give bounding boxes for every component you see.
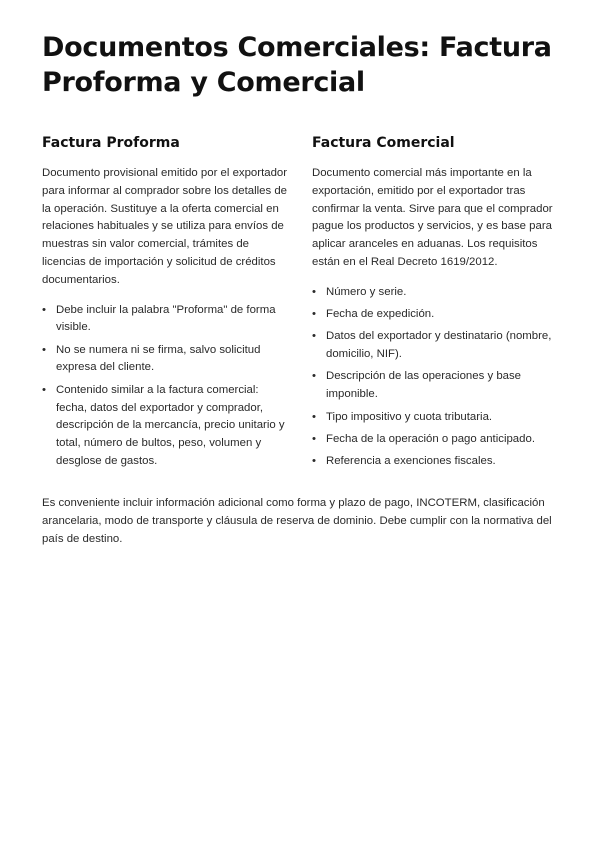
comercial-description: Documento comercial más importante en la exportación, emitido por el exportador tras confirmar la venta. Sirve para que el comprador pague los productos y servicios, y es base para aplicar aranceles en aduanas. Los requisitos están en el Real Decreto 1619/2012.	[312, 167, 553, 268]
page-title: Documentos Comerciales: Factura Proforma y Comercial	[42, 32, 552, 98]
list-item-text: Contenido similar a la factura comercial: fecha, datos del exportador y comprador, descripción de la mercancía, precio unitario y total, número de bultos, peso, volumen y desglose de gastos.	[56, 383, 285, 467]
list-item-text: Debe incluir la palabra "Proforma" de forma visible.	[56, 303, 276, 334]
list-item-text: Referencia a exenciones fiscales.	[326, 455, 496, 468]
list-item-text: Datos del exportador y destinatario (nombre, domicilio, NIF).	[326, 330, 552, 361]
list-item	[312, 368, 560, 404]
list-item-text: Descripción de las operaciones y base imponible.	[326, 370, 522, 401]
list-item-text: Tipo impositivo y cuota tributaria.	[326, 410, 493, 423]
bullet-icon: •	[312, 285, 316, 298]
list-item	[312, 431, 560, 449]
proforma-description: Documento provisional emitido por el exportador para informar al comprador sobre los detalles de la operación. Sustituye a la oferta comercial en relaciones habituales y se utiliza para envíos de muestras sin valor comercial, trámites de licencias de importación y solicitud de créditos documentarios.	[42, 167, 288, 286]
list-item	[42, 382, 290, 471]
comercial-column	[312, 134, 560, 475]
list-item-text: No se numera ni se firma, salvo solicitud expresa del cliente.	[56, 343, 261, 374]
list-item	[42, 302, 290, 338]
comercial-heading: Factura Comercial	[312, 135, 455, 151]
bullet-icon: •	[312, 432, 316, 445]
proforma-bullet-list	[42, 302, 290, 471]
proforma-heading: Factura Proforma	[42, 135, 180, 151]
list-item	[312, 328, 560, 364]
list-item-text: Fecha de la operación o pago anticipado.	[326, 432, 535, 445]
proforma-column	[42, 134, 290, 475]
list-item-text: Número y serie.	[326, 285, 407, 298]
document-page	[42, 30, 560, 549]
two-column-section	[42, 134, 560, 475]
list-item-text: Fecha de expedición.	[326, 308, 435, 321]
bullet-icon: •	[312, 410, 316, 423]
bullet-icon: •	[42, 343, 46, 356]
bullet-icon: •	[312, 455, 316, 468]
bullet-icon: •	[42, 383, 46, 396]
bullet-icon: •	[42, 303, 46, 316]
list-item	[312, 284, 560, 302]
footer-note: Es conveniente incluir información adicional como forma y plazo de pago, INCOTERM, clasificación arancelaria, modo de transporte y cláusula de reserva de dominio. Debe cumplir con la normativa del país de destino.	[42, 497, 552, 546]
bullet-icon: •	[312, 330, 316, 343]
list-item	[312, 453, 560, 471]
bullet-icon: •	[312, 370, 316, 383]
list-item	[312, 409, 560, 427]
bullet-icon: •	[312, 308, 316, 321]
list-item	[312, 306, 560, 324]
list-item	[42, 342, 290, 378]
comercial-bullet-list	[312, 284, 560, 471]
